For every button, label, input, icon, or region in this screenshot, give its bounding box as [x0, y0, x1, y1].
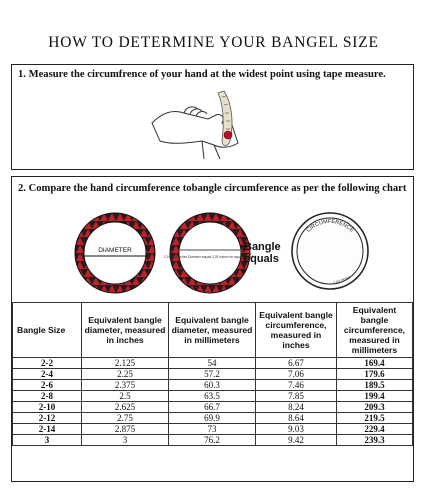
table-cell: 3	[82, 435, 169, 446]
bangle-size-table	[12, 302, 413, 446]
table-cell: 8.64	[256, 413, 337, 424]
table-cell: 69.9	[169, 413, 256, 424]
table-cell: 229.4	[337, 424, 413, 435]
table-cell: 199.4	[337, 391, 413, 402]
table-cell: 73	[169, 424, 256, 435]
table-cell: 7.06	[256, 369, 337, 380]
equals-word: equals	[244, 253, 279, 265]
table-row	[13, 358, 413, 369]
table-cell: 2.75	[82, 413, 169, 424]
step-two-text: 2. Compare the hand circumference tobangle circumference as per the following chart	[18, 183, 407, 194]
inner-note: 2 1/8 to 8 inches Diameter equals 2.25 Inches for square Size 2.4	[163, 255, 257, 259]
table-cell: 219.5	[337, 413, 413, 424]
col-header-diameter-in: Equivalent bangle diameter, measured in inches	[82, 303, 169, 358]
bangle-inner-diagram	[170, 213, 250, 293]
table-cell: 76.2	[169, 435, 256, 446]
step-two-panel	[11, 176, 414, 482]
table-cell: 2.625	[82, 402, 169, 413]
table-cell: 9.03	[256, 424, 337, 435]
table-cell: 2-2	[13, 358, 82, 369]
bangle-word: Bangle	[244, 241, 281, 253]
table-cell: 2.25	[82, 369, 169, 380]
bangle-equals-label	[244, 241, 281, 265]
table-cell: 54	[169, 358, 256, 369]
table-row	[13, 391, 413, 402]
table-cell: 6.67	[256, 358, 337, 369]
table-cell: 2-4	[13, 369, 82, 380]
table-cell: 60.3	[169, 380, 256, 391]
table-cell: 239.3	[337, 435, 413, 446]
table-cell: 169.4	[337, 358, 413, 369]
page-title: HOW TO DETERMINE YOUR BANGEL SIZE	[48, 34, 379, 51]
table-row	[13, 402, 413, 413]
table-cell: 63.5	[169, 391, 256, 402]
hand-measuring-illustration	[142, 83, 252, 163]
table-cell: 2-8	[13, 391, 82, 402]
table-cell: 7.85	[256, 391, 337, 402]
table-header-row	[13, 303, 413, 358]
table-cell: 9.42	[256, 435, 337, 446]
table-row	[13, 413, 413, 424]
table-row	[13, 380, 413, 391]
table-cell: 2.5	[82, 391, 169, 402]
table-cell: 66.7	[169, 402, 256, 413]
col-header-size: Bangle Size	[13, 303, 82, 358]
table-cell: 2-10	[13, 402, 82, 413]
circumference-label: CIRCUMFERENCE	[305, 218, 355, 234]
table-row	[13, 424, 413, 435]
table-cell: 2-12	[13, 413, 82, 424]
bangle-diagrams	[12, 205, 412, 295]
table-cell: 209.3	[337, 402, 413, 413]
ruler-note: 2 1/4 inches	[332, 275, 351, 286]
table-cell: 57.2	[169, 369, 256, 380]
table-cell: 189.5	[337, 380, 413, 391]
table-cell: 2-6	[13, 380, 82, 391]
table-cell: 2.875	[82, 424, 169, 435]
table-cell: 7.46	[256, 380, 337, 391]
step-one-text: 1. Measure the circumfrence of your hand at the widest point using tape measure.	[18, 69, 386, 80]
table-row	[13, 369, 413, 380]
table-row	[13, 435, 413, 446]
col-header-diameter-mm: Equivalent bangle diameter, measured in millimeters	[169, 303, 256, 358]
col-header-circumference-in: Equivalent bangle circumference, measured in inches	[256, 303, 337, 358]
table-cell: 2.375	[82, 380, 169, 391]
table-cell: 2-14	[13, 424, 82, 435]
table-cell: 2.125	[82, 358, 169, 369]
diameter-label: DIAMETER	[98, 247, 132, 254]
col-header-circumference-mm: Equivalent bangle circumference, measured in millimeters	[337, 303, 413, 358]
table-cell: 3	[13, 435, 82, 446]
step-one-panel	[11, 64, 414, 170]
table-cell: 179.6	[337, 369, 413, 380]
table-cell: 8.24	[256, 402, 337, 413]
